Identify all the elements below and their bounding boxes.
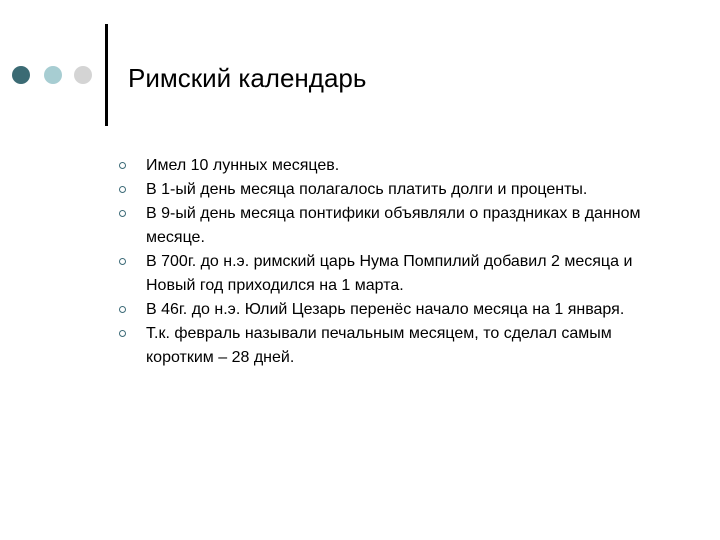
bullet-item (118, 298, 658, 322)
bullet-text: В 1-ый день месяца полагалось платить долги и проценты. (146, 181, 588, 198)
bullet-item (118, 178, 658, 202)
dot-dark-teal (12, 66, 30, 84)
bullet-list (118, 154, 658, 370)
title-divider-bar (105, 24, 108, 126)
bullet-text: Т.к. февраль называли печальным месяцем, то сделал самым коротким – 28 дней. (146, 325, 612, 366)
bullet-item (118, 202, 658, 250)
bullet-text: Имел 10 лунных месяцев. (146, 157, 340, 174)
bullet-item (118, 250, 658, 298)
bullet-circle-icon (119, 162, 126, 169)
bullet-circle-icon (119, 258, 126, 265)
bullet-item (118, 322, 658, 370)
bullet-text: В 46г. до н.э. Юлий Цезарь перенёс начало месяца на 1 января. (146, 301, 625, 318)
slide-title: Римский календарь (128, 63, 367, 93)
bullet-circle-icon (119, 186, 126, 193)
decorative-dots (12, 66, 94, 84)
bullet-circle-icon (119, 306, 126, 313)
bullet-text: В 9-ый день месяца понтифики объявляли о праздниках в данном месяце. (146, 205, 641, 246)
dot-light-teal (44, 66, 62, 84)
bullet-text: В 700г. до н.э. римский царь Нума Помпилий добавил 2 месяца и Новый год приходился на 1 марта. (146, 253, 633, 294)
bullet-circle-icon (119, 330, 126, 337)
bullet-item (118, 154, 658, 178)
bullet-circle-icon (119, 210, 126, 217)
dot-light-gray (74, 66, 92, 84)
